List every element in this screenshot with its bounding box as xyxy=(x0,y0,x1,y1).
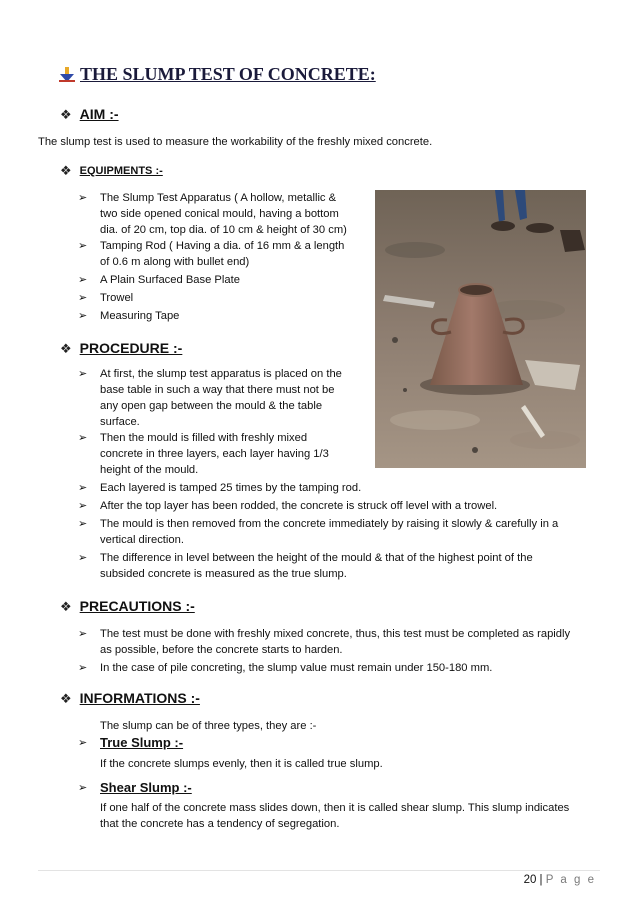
aim-text: The slump test is used to measure the workability of the freshly mixed concrete. xyxy=(38,136,433,148)
arrow-bullet-icon: ➢ xyxy=(78,482,88,494)
arrow-bullet-icon: ➢ xyxy=(78,737,88,749)
page-separator: | xyxy=(536,874,546,886)
arrow-bullet-icon: ➢ xyxy=(78,368,88,380)
slump-cone-photo-drawing xyxy=(375,190,586,468)
equipments-heading-row xyxy=(60,164,163,177)
footer-divider xyxy=(38,870,600,871)
precautions-heading-row xyxy=(60,598,195,614)
aim-heading: AIM :- xyxy=(79,106,119,122)
arrow-bullet-icon: ➢ xyxy=(78,240,88,252)
arrow-bullet-icon: ➢ xyxy=(78,192,88,204)
page-number: 20 xyxy=(523,874,537,886)
list-item: ➢ The mould is then removed from the concrete immediately by raising it slowly & carefully in a vertical direction. xyxy=(78,518,559,546)
diamond-bullet-icon: ❖ xyxy=(60,163,72,178)
list-item: ➢ Measuring Tape xyxy=(78,310,180,322)
shear-slump-text: If one half of the concrete mass slides down, then it is called shear slump. This slump indicates that the concrete has a tendency of segregation. xyxy=(100,802,570,830)
informations-heading: INFORMATIONS :- xyxy=(79,690,200,706)
list-item: ➢ In the case of pile concreting, the slump value must remain under 150-180 mm. xyxy=(78,662,493,674)
diamond-bullet-icon: ❖ xyxy=(60,340,72,356)
arrow-bullet-icon: ➢ xyxy=(78,628,88,640)
list-item: ➢ Tamping Rod ( Having a dia. of 16 mm & a length of 0.6 m along with bullet end) xyxy=(78,240,345,268)
slump-cone-photo xyxy=(375,190,586,468)
list-item: ➢ The Slump Test Apparatus ( A hollow, metallic & two side opened conical mould, having a bottom dia. of 20 cm, top dia. of 10 cm & height of 30 cm) xyxy=(78,192,347,236)
page-title: THE SLUMP TEST OF CONCRETE: xyxy=(80,64,376,84)
list-item: ➢ A Plain Surfaced Base Plate xyxy=(78,274,240,286)
list-item: ➢ At first, the slump test apparatus is placed on the base table in such a way that there must not be any open gap between the mould & the table surface. xyxy=(78,368,342,428)
true-slump-heading-row xyxy=(78,735,183,750)
arrow-bullet-icon: ➢ xyxy=(78,292,88,304)
diamond-bullet-icon: ❖ xyxy=(60,690,72,706)
arrow-bullet-icon: ➢ xyxy=(78,274,88,286)
list-item: ➢ Then the mould is filled with freshly mixed concrete in three layers, each layer having 1/3 height of the mould. xyxy=(78,432,329,476)
page-label: P a g e xyxy=(545,874,596,886)
informations-heading-row xyxy=(60,690,200,706)
true-slump-text: If the concrete slumps evenly, then it is called true slump. xyxy=(100,758,383,770)
list-item: ➢ The test must be done with freshly mixed concrete, thus, this test must be completed as rapidly as possible, before the concrete starts to harden. xyxy=(78,628,571,656)
arrow-bullet-icon: ➢ xyxy=(78,500,88,512)
procedure-heading: PROCEDURE :- xyxy=(79,340,183,356)
aim-heading-row xyxy=(60,106,119,122)
arrow-bullet-icon: ➢ xyxy=(78,662,88,674)
diamond-bullet-icon: ❖ xyxy=(60,106,72,122)
equipments-heading: EQUIPMENTS :- xyxy=(79,164,163,177)
informations-intro: The slump can be of three types, they are :- xyxy=(100,720,317,732)
page-footer xyxy=(524,874,596,886)
arrow-bullet-icon: ➢ xyxy=(78,552,88,564)
procedure-heading-row xyxy=(60,340,182,356)
precautions-heading: PRECAUTIONS :- xyxy=(79,598,195,614)
arrow-bullet-icon: ➢ xyxy=(78,310,88,322)
shear-slump-heading: Shear Slump :- xyxy=(100,780,192,795)
list-item: ➢ The difference in level between the height of the mould & that of the highest point of the subsided concrete is measured as the true slump. xyxy=(78,552,533,580)
true-slump-heading: True Slump :- xyxy=(100,735,184,750)
list-item: ➢ After the top layer has been rodded, the concrete is struck off level with a trowel. xyxy=(78,500,498,512)
shear-slump-heading-row xyxy=(78,780,192,795)
diamond-bullet-icon: ❖ xyxy=(60,598,72,614)
arrow-bullet-icon: ➢ xyxy=(78,518,88,530)
title-row xyxy=(58,64,376,85)
arrow-bullet-icon: ➢ xyxy=(78,432,88,444)
list-item: ➢ Each layered is tamped 25 times by the tamping rod. xyxy=(78,482,362,494)
list-item: ➢ Trowel xyxy=(78,292,134,304)
blue-down-arrow-icon xyxy=(58,66,76,84)
arrow-bullet-icon: ➢ xyxy=(78,782,88,794)
